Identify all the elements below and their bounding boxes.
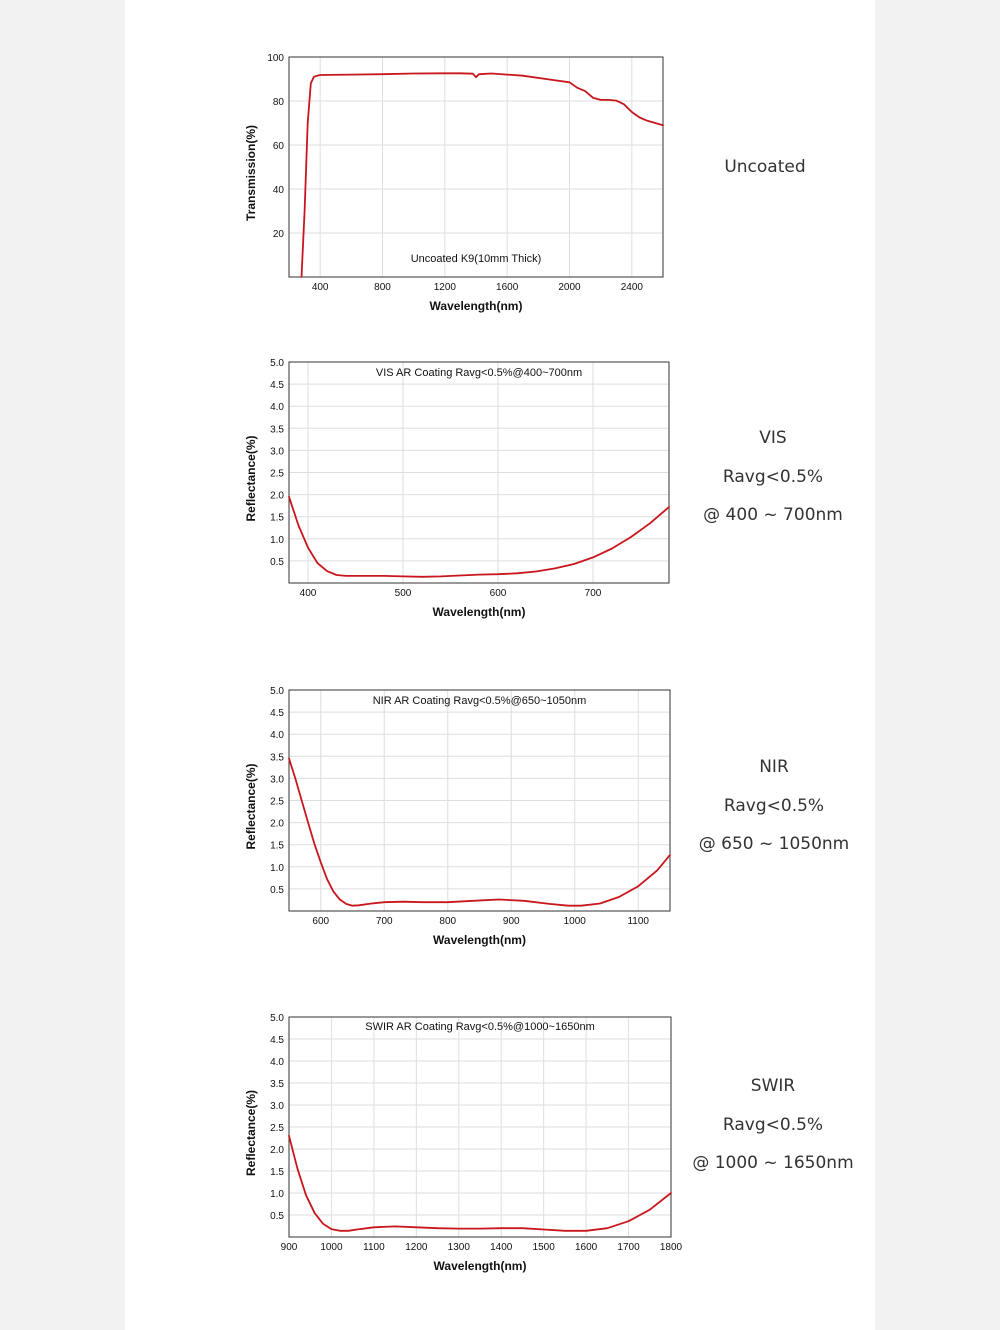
series-line: [289, 759, 670, 906]
chart-2: [244, 358, 669, 619]
x-tick-label: 1700: [617, 1242, 640, 1253]
side-label-line: Ravg<0.5%: [722, 1114, 824, 1135]
y-axis-label: Reflectance(%): [244, 763, 258, 850]
spec-page: [125, 0, 875, 1330]
x-tick-label: 800: [439, 916, 457, 927]
y-tick-label: 1.0: [270, 862, 284, 874]
chart-1: [244, 53, 663, 313]
y-tick-label: 4.0: [270, 730, 284, 742]
side-label-nir: [674, 748, 874, 864]
y-tick-label: 4.0: [270, 1057, 284, 1068]
y-tick-label: 1.5: [270, 840, 284, 852]
x-tick-label: 2400: [620, 282, 643, 293]
chart-title: SWIR AR Coating Ravg<0.5%@1000~1650nm: [365, 1021, 595, 1033]
series-line: [302, 73, 664, 277]
chart-title: VIS AR Coating Ravg<0.5%@400~700nm: [375, 367, 583, 379]
x-tick-label: 900: [502, 916, 520, 927]
y-tick-label: 5.0: [270, 1013, 284, 1024]
y-tick-label: 2.5: [270, 468, 284, 480]
side-label-vis: [673, 419, 873, 535]
y-tick-label: 2.5: [270, 1123, 284, 1134]
x-axis-label: Wavelength(nm): [429, 299, 523, 313]
chart-title: NIR AR Coating Ravg<0.5%@650~1050nm: [372, 695, 587, 707]
chart-3: [244, 686, 670, 947]
x-tick-label: 500: [394, 588, 412, 599]
x-tick-label: 900: [280, 1242, 298, 1253]
y-tick-label: 1.5: [270, 512, 284, 524]
y-axis-label: Reflectance(%): [244, 1089, 258, 1177]
side-label-line: @ 650 ~ 1050nm: [698, 834, 850, 854]
y-tick-label: 2.0: [270, 1145, 284, 1156]
y-axis-label: Transmission(%): [244, 124, 258, 222]
y-tick-label: 0.5: [270, 1211, 284, 1222]
x-tick-label: 2000: [558, 282, 581, 293]
chart-title: Uncoated K9(10mm Thick): [410, 253, 542, 265]
side-label-line: @ 1000 ~ 1650nm: [692, 1153, 854, 1173]
x-tick-label: 1500: [532, 1242, 555, 1253]
x-tick-label: 600: [489, 588, 507, 599]
y-tick-label: 100: [267, 53, 284, 64]
y-tick-label: 3.5: [270, 752, 284, 764]
x-tick-label: 1100: [627, 916, 650, 927]
y-tick-label: 4.5: [270, 1035, 284, 1046]
y-tick-label: 4.0: [270, 402, 284, 414]
y-tick-label: 20: [272, 229, 284, 240]
x-tick-label: 1600: [496, 282, 519, 293]
y-tick-label: 1.0: [270, 534, 284, 546]
plot-frame: [289, 57, 663, 277]
series-line: [289, 497, 669, 577]
y-tick-label: 4.5: [270, 380, 284, 392]
x-tick-label: 1200: [405, 1242, 428, 1253]
x-tick-label: 600: [312, 916, 330, 927]
y-tick-label: 4.5: [270, 708, 284, 720]
side-label-swir: [673, 1067, 873, 1183]
x-axis-label: Wavelength(nm): [433, 1259, 527, 1273]
y-tick-label: 0.5: [270, 884, 284, 896]
side-label-line: @ 400 ~ 700nm: [703, 505, 843, 525]
x-tick-label: 1000: [563, 916, 586, 927]
x-tick-label: 1600: [574, 1242, 598, 1253]
y-tick-label: 1.0: [270, 1189, 284, 1200]
y-tick-label: 3.5: [270, 424, 284, 436]
side-label-line: NIR: [759, 757, 789, 777]
y-tick-label: 0.5: [270, 556, 284, 568]
x-tick-label: 700: [375, 916, 393, 927]
side-label-line: SWIR: [750, 1076, 796, 1096]
y-tick-label: 3.0: [270, 1101, 284, 1112]
x-tick-label: 1100: [363, 1242, 385, 1253]
y-tick-label: 80: [272, 97, 284, 108]
side-label-line: Uncoated: [724, 157, 806, 177]
x-axis-label: Wavelength(nm): [433, 933, 526, 947]
y-tick-label: 3.0: [270, 774, 284, 786]
y-tick-label: 2.0: [270, 490, 284, 502]
side-label-line: VIS: [759, 428, 787, 448]
x-tick-label: 1000: [320, 1242, 343, 1253]
side-label-line: Ravg<0.5%: [722, 466, 824, 487]
x-tick-label: 400: [311, 282, 329, 293]
y-tick-label: 2.0: [270, 818, 284, 830]
x-tick-label: 1800: [659, 1242, 683, 1253]
y-tick-label: 3.5: [270, 1079, 284, 1090]
x-tick-label: 400: [299, 588, 317, 599]
y-tick-label: 5.0: [270, 686, 284, 697]
side-label-uncoated: [665, 148, 865, 187]
series-line: [289, 1136, 671, 1231]
x-axis-label: Wavelength(nm): [432, 605, 526, 619]
y-axis-label: Reflectance(%): [244, 435, 258, 522]
y-tick-label: 40: [272, 185, 284, 196]
y-tick-label: 3.0: [270, 446, 284, 458]
x-tick-label: 800: [374, 282, 391, 293]
x-tick-label: 1200: [433, 282, 456, 293]
y-tick-label: 60: [272, 141, 284, 152]
chart-4: [244, 1013, 683, 1273]
y-tick-label: 2.5: [270, 796, 284, 808]
x-tick-label: 1400: [490, 1242, 513, 1253]
y-tick-label: 5.0: [270, 358, 284, 369]
side-label-line: Ravg<0.5%: [723, 795, 825, 816]
x-tick-label: 700: [584, 588, 602, 599]
y-tick-label: 1.5: [270, 1167, 284, 1178]
x-tick-label: 1300: [447, 1242, 470, 1253]
